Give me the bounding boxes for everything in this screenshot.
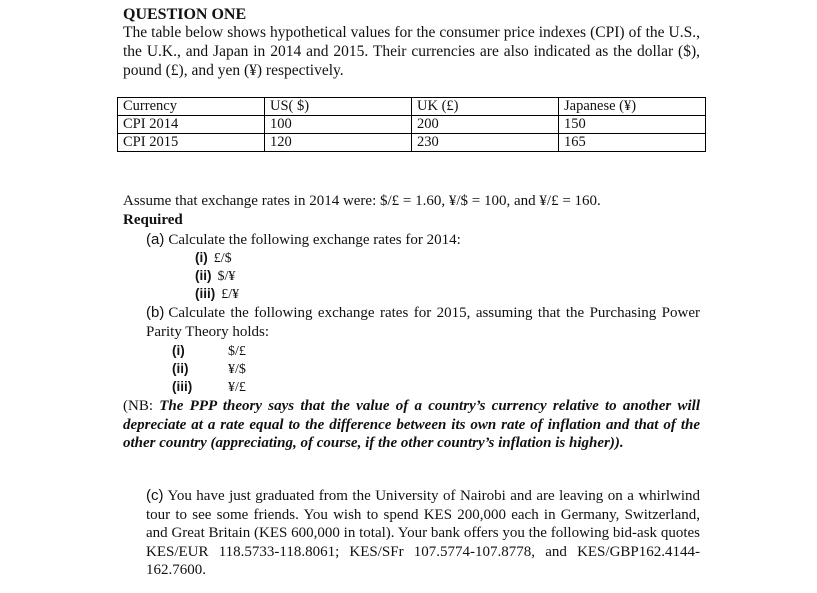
part-b <box>146 303 700 342</box>
part-a-item <box>195 250 232 267</box>
part-c-label: (c) <box>146 487 164 504</box>
item-rate: £/$ <box>213 251 232 266</box>
note-suffix: )). <box>609 435 624 451</box>
table-cell: CPI 2015 <box>118 134 265 152</box>
item-rate: $/¥ <box>217 269 236 284</box>
part-b-item <box>172 379 246 396</box>
table-header-cell: UK (£) <box>412 98 559 116</box>
part-b-text: Calculate the following exchange rates for 2015, assuming that the Purchasing Power Parity Theory holds: <box>146 305 700 340</box>
table-row <box>118 98 706 116</box>
table-row <box>118 116 706 134</box>
part-b-item <box>172 361 246 378</box>
item-rate: ¥/£ <box>228 380 246 395</box>
item-number: (i) <box>172 343 185 358</box>
part-a <box>146 231 461 249</box>
table-cell: 200 <box>412 116 559 134</box>
item-number: (i) <box>195 250 208 265</box>
item-number: (ii) <box>195 268 212 283</box>
exchange-rate-assumption: Assume that exchange rates in 2014 were: $/£ = 1.60, ¥/$ = 100, and ¥/£ = 160. <box>123 193 601 209</box>
part-a-text: Calculate the following exchange rates for 2014: <box>168 232 461 248</box>
note-emphasis: The PPP theory says that the value of a country’s currency relative to another will depreciate at a rate equal to the difference between its own rate of inflation and that of the other country (appreciating, of course, if the other country’s inflation is higher <box>123 398 700 451</box>
table-cell: 100 <box>265 116 412 134</box>
table-cell: CPI 2014 <box>118 116 265 134</box>
table-cell: 165 <box>559 134 706 152</box>
table-header-cell: US( $) <box>265 98 412 116</box>
table-header-cell: Japanese (¥) <box>559 98 706 116</box>
ppp-note <box>123 397 700 453</box>
part-a-label: (a) <box>146 231 165 248</box>
part-a-item <box>195 268 235 285</box>
part-b-label: (b) <box>146 304 165 321</box>
question-intro: The table below shows hypothetical values for the consumer price indexes (CPI) of the U.S., the U.K., and Japan in 2014 and 2015. Their currencies are also indicated as the dollar ($), pound (£), and yen (¥) respectively. <box>123 24 700 79</box>
required-heading: Required <box>123 212 183 228</box>
part-a-item <box>195 286 239 303</box>
item-number: (iii) <box>172 379 193 394</box>
note-prefix: (NB: <box>123 398 160 414</box>
part-b-item <box>172 343 246 360</box>
table-header-cell: Currency <box>118 98 265 116</box>
table-row <box>118 134 706 152</box>
item-number: (ii) <box>172 361 189 376</box>
item-number: (iii) <box>195 286 216 301</box>
item-rate: ¥/$ <box>228 362 246 377</box>
cpi-table <box>117 97 706 152</box>
table-cell: 120 <box>265 134 412 152</box>
item-rate: £/¥ <box>221 287 240 302</box>
table-cell: 230 <box>412 134 559 152</box>
table-cell: 150 <box>559 116 706 134</box>
part-c <box>146 487 700 580</box>
item-rate: $/£ <box>228 344 246 359</box>
question-title: QUESTION ONE <box>123 6 247 23</box>
part-c-text: You have just graduated from the University of Nairobi and are leaving on a whirlwind tour to see some friends. You wish to spend KES 200,000 each in Germany, Switzerland, and Great Britain (KES 600,000 in total). Your bank offers you the following bid-ask quotes KES/EUR 118.5733-118.8061; KES/SFr 107.5774-107.8778, and KES/GBP162.4144-162.7600. <box>146 488 700 578</box>
